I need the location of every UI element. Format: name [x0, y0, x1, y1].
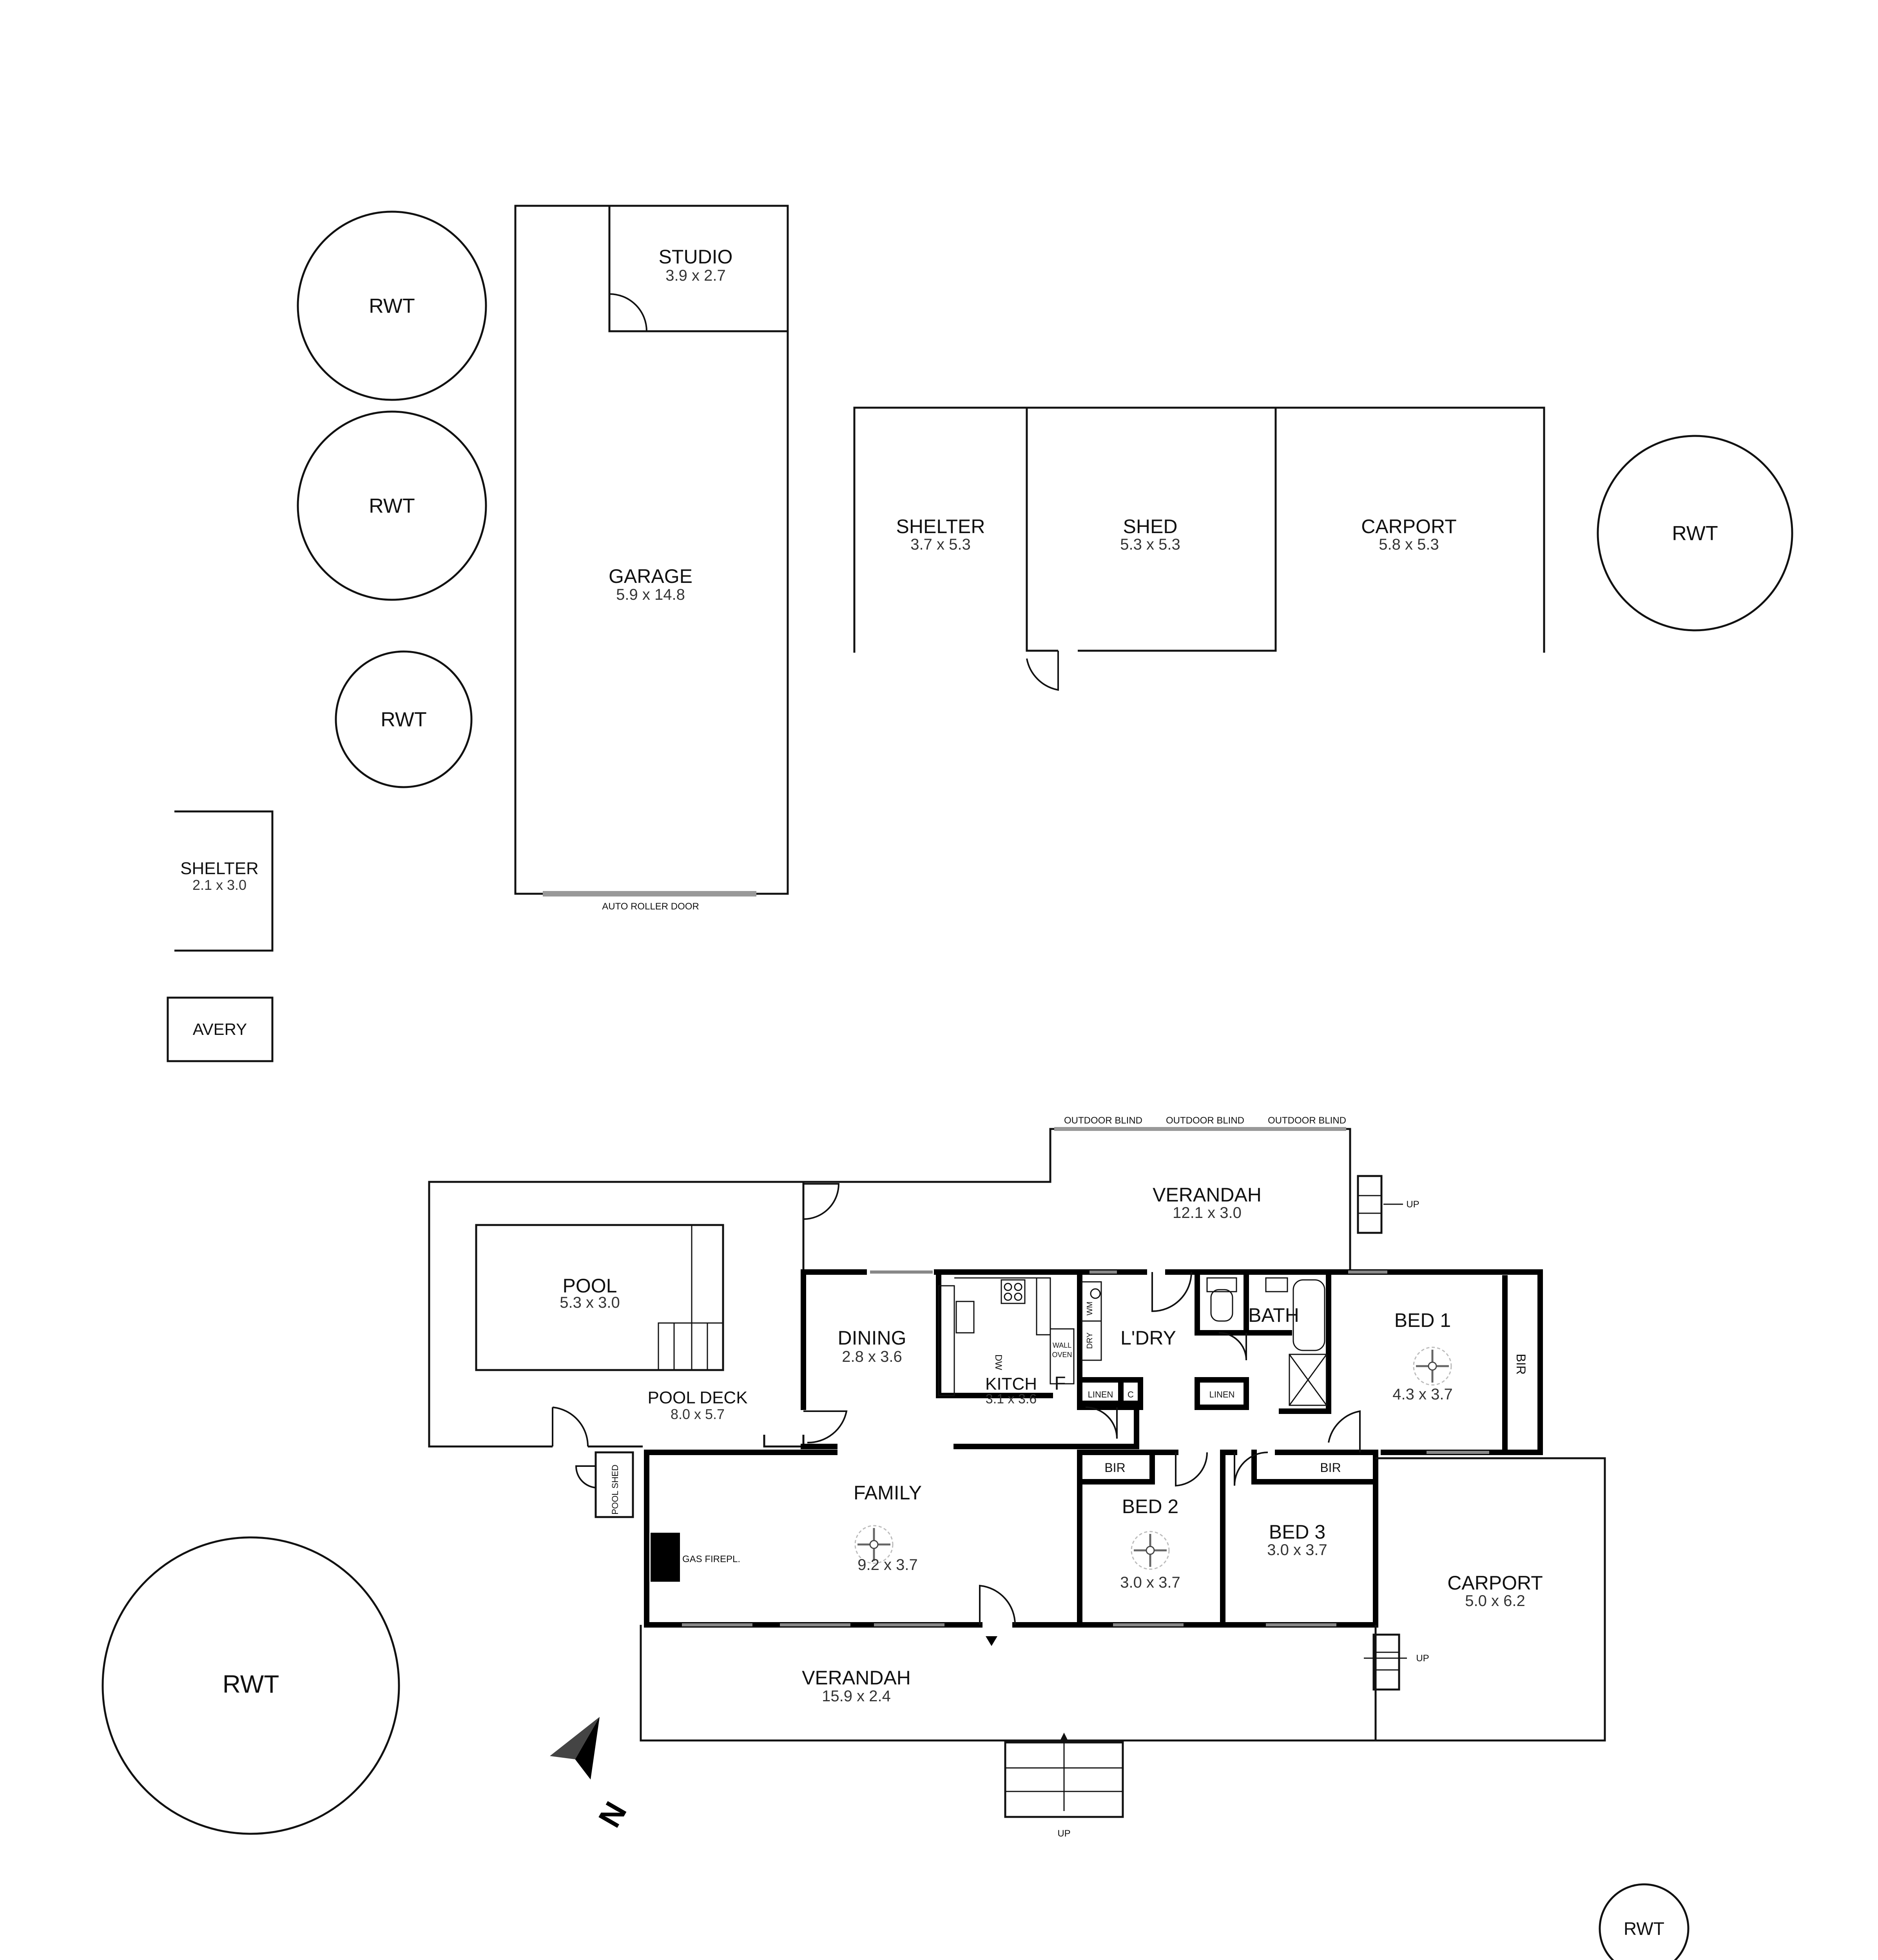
- laundry-cupboard: C: [1128, 1390, 1134, 1399]
- aviary-name: AVERY: [192, 1020, 247, 1038]
- kitchen-name: KITCH: [985, 1374, 1037, 1394]
- rear-verandah-up: UP: [1406, 1199, 1419, 1210]
- kitchen-cooktop: [1001, 1280, 1025, 1303]
- dryer-label: DRY: [1086, 1332, 1094, 1349]
- compass-letter: N: [591, 1796, 633, 1833]
- rear-verandah-steps: [1358, 1176, 1381, 1233]
- outdoor-blind-1: OUTDOOR BLIND: [1064, 1115, 1143, 1126]
- shelter-north-dims: 3.7 x 5.3: [910, 536, 971, 553]
- laundry-name: L'DRY: [1120, 1327, 1176, 1349]
- bed1-name: BED 1: [1394, 1309, 1451, 1331]
- bed3-bir: BIR: [1320, 1461, 1341, 1475]
- pool-area: [429, 1182, 847, 1517]
- family-name: FAMILY: [853, 1482, 922, 1504]
- bed2-door: [1176, 1452, 1207, 1486]
- bath-name: BATH: [1248, 1304, 1299, 1326]
- carport-south-name: CARPORT: [1447, 1572, 1543, 1594]
- vanity: [1266, 1278, 1287, 1292]
- bath-linen: LINEN: [1209, 1390, 1235, 1399]
- rear-verandah-name: VERANDAH: [1153, 1184, 1262, 1206]
- dining-dims: 2.8 x 3.6: [842, 1348, 902, 1365]
- carport-up: UP: [1416, 1653, 1429, 1664]
- carport-south: [1364, 1458, 1605, 1740]
- bed1-dims: 4.3 x 3.7: [1392, 1386, 1453, 1403]
- bed2-dims: 3.0 x 3.7: [1120, 1574, 1180, 1591]
- outdoor-blind-2: OUTDOOR BLIND: [1166, 1115, 1245, 1126]
- shed-door: [1027, 651, 1058, 690]
- carport-steps: [1374, 1635, 1399, 1690]
- bed3-dims: 3.0 x 3.7: [1267, 1541, 1327, 1559]
- dining-deck-door: [803, 1411, 847, 1443]
- compass-icon: [550, 1705, 620, 1780]
- kitchen-sink: [956, 1301, 974, 1333]
- bed2-name: BED 2: [1122, 1495, 1179, 1517]
- carport-south-dims: 5.0 x 6.2: [1465, 1592, 1525, 1610]
- bed1-door: [1329, 1411, 1360, 1452]
- pool-deck-dims: 8.0 x 5.7: [670, 1406, 725, 1422]
- pool-name: POOL: [562, 1275, 617, 1297]
- shelter-small-dims: 2.1 x 3.0: [192, 877, 247, 893]
- pool-deck-door: [553, 1407, 588, 1446]
- shed-name: SHED: [1123, 515, 1178, 537]
- north-arrow: [550, 1705, 633, 1833]
- rainwater-tanks: [103, 212, 1792, 1960]
- wall-oven-label-1: WALL: [1052, 1341, 1072, 1349]
- kitchen-dims: 3.1 x 3.6: [985, 1392, 1037, 1406]
- studio-door: [609, 294, 647, 331]
- laundry-linen: LINEN: [1088, 1390, 1113, 1399]
- bed3-name: BED 3: [1269, 1521, 1326, 1543]
- rwt-label-5: RWT: [222, 1670, 279, 1698]
- fireplace-label: GAS FIREPL.: [682, 1554, 741, 1564]
- dining-name: DINING: [837, 1327, 906, 1349]
- rwt-label-1: RWT: [369, 295, 415, 318]
- pool-shed-name: POOL SHED: [610, 1465, 620, 1515]
- shelter-small-name: SHELTER: [180, 859, 259, 878]
- outdoor-blind-3: OUTDOOR BLIND: [1267, 1115, 1347, 1126]
- studio-name: STUDIO: [658, 246, 733, 268]
- rwt-label-2: RWT: [369, 495, 415, 517]
- gas-fireplace: [651, 1533, 680, 1582]
- rear-verandah-dims: 12.1 x 3.0: [1173, 1204, 1242, 1221]
- fan-icon: [1131, 1532, 1169, 1569]
- front-door: [980, 1586, 1015, 1625]
- front-verandah: [641, 1625, 1376, 1839]
- studio-dims: 3.9 x 2.7: [665, 267, 726, 284]
- garage-building: [515, 206, 788, 912]
- wall-oven-label-2: OVEN: [1052, 1351, 1072, 1359]
- pool-deck-name: POOL DECK: [647, 1388, 748, 1407]
- dishwasher-label: DW: [993, 1354, 1004, 1370]
- garage-dims: 5.9 x 14.8: [616, 586, 685, 603]
- fan-icon: [1414, 1347, 1451, 1385]
- toilet: [1211, 1290, 1233, 1321]
- fridge-label: F: [1054, 1373, 1066, 1394]
- rwt-label-4: RWT: [1672, 522, 1718, 545]
- front-verandah-name: VERANDAH: [802, 1667, 911, 1689]
- front-verandah-up: UP: [1057, 1828, 1071, 1839]
- outbuildings-north: [854, 408, 1544, 690]
- front-verandah-dims: 15.9 x 2.4: [822, 1688, 891, 1705]
- carport-north-dims: 5.8 x 5.3: [1379, 536, 1439, 553]
- small-structures: [168, 811, 272, 1061]
- laundry-outside-door: [1152, 1272, 1191, 1311]
- shed-dims: 5.3 x 5.3: [1120, 536, 1180, 553]
- laundry-door: [1086, 1407, 1117, 1439]
- pool-dims: 5.3 x 3.0: [560, 1294, 620, 1311]
- family-dims: 9.2 x 3.7: [857, 1556, 918, 1573]
- bed2-bir: BIR: [1104, 1461, 1126, 1475]
- garage-outline: [515, 206, 788, 894]
- wc-door: [1219, 1333, 1246, 1360]
- rear-verandah-door: [803, 1184, 839, 1219]
- rear-verandah: [803, 1115, 1419, 1272]
- garage-name: GARAGE: [609, 565, 692, 587]
- shelter-north-name: SHELTER: [896, 515, 985, 537]
- washing-machine-label: WM: [1086, 1301, 1094, 1316]
- rwt-label-3: RWT: [381, 708, 427, 731]
- roller-door-label: AUTO ROLLER DOOR: [602, 901, 699, 912]
- rwt-label-6: RWT: [1624, 1918, 1664, 1939]
- rear-verandah-outline: [803, 1129, 1350, 1272]
- bed1-bir: BIR: [1514, 1354, 1528, 1375]
- carport-north-name: CARPORT: [1361, 515, 1457, 537]
- front-verandah-outline: [641, 1625, 1376, 1740]
